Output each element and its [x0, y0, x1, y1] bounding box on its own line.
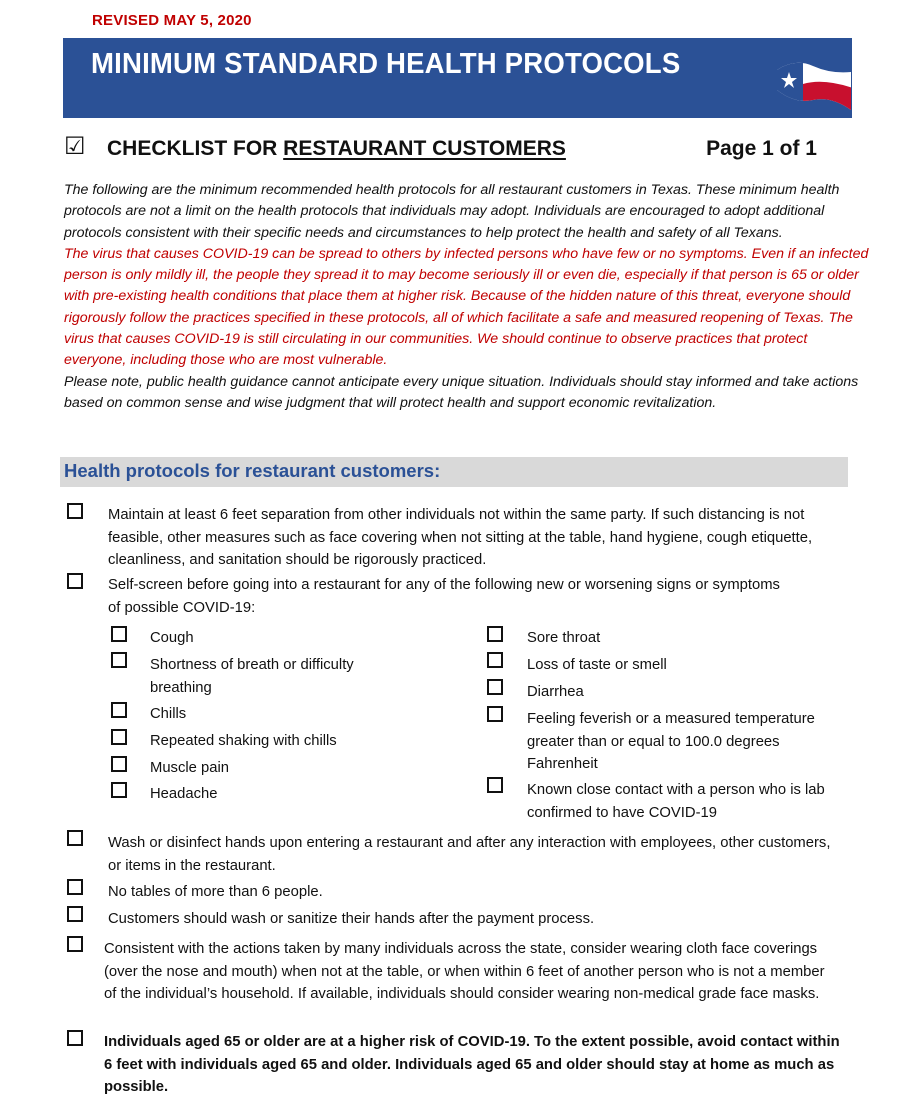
texas-flag-icon: [773, 54, 852, 112]
symptom-shaking: Repeated shaking with chills: [150, 733, 337, 749]
checklist-title-subject: RESTAURANT CUSTOMERS: [283, 137, 566, 160]
checkbox-symptom-fever[interactable]: [487, 706, 503, 722]
symptom-headache: Headache: [150, 786, 218, 802]
checkbox-symptom-muscle-pain[interactable]: [111, 756, 127, 772]
symptom-close-contact: Known close contact with a person who is lab confirmed to have COVID-19: [527, 782, 825, 821]
symptom-cough: Cough: [150, 630, 194, 646]
checkbox-item-5[interactable]: [67, 906, 83, 922]
symptom-diarrhea: Diarrhea: [527, 684, 584, 700]
intro-paragraph-3: Please note, public health guidance cannot anticipate every unique situation. Individuals should stay informed and take actions based on common sense and wise judgment that will protect health and support economic revitalization.: [64, 373, 859, 411]
checkbox-item-6[interactable]: [67, 936, 83, 952]
symptom-loss-of-taste: Loss of taste or smell: [527, 657, 667, 673]
protocol-item-2: Self-screen before going into a restaurant for any of the following new or worsening signs or symptoms of possible COVID-19:: [108, 577, 780, 616]
symptom-fever: Feeling feverish or a measured temperature greater than or equal to 100.0 degrees Fahrenheit: [527, 711, 815, 772]
checkbox-item-4[interactable]: [67, 879, 83, 895]
symptom-sore-throat: Sore throat: [527, 630, 601, 646]
intro-text: [64, 180, 872, 414]
checklist-title-prefix: CHECKLIST FOR: [107, 137, 284, 160]
section-title: Health protocols for restaurant customers:: [64, 460, 441, 481]
checkbox-symptom-shortness-of-breath[interactable]: [111, 652, 127, 668]
checkbox-symptom-loss-of-taste[interactable]: [487, 652, 503, 668]
protocol-item-6: Consistent with the actions taken by many individuals across the state, consider wearing cloth face coverings (over the nose and mouth) when not at the table, or when within 6 feet of another person who is not a member of the individual’s household. If available, individuals should consider wearing non-medical grade face masks.: [104, 941, 825, 1002]
banner-title: MINIMUM STANDARD HEALTH PROTOCOLS: [91, 48, 681, 80]
symptom-muscle-pain: Muscle pain: [150, 760, 229, 776]
intro-paragraph-1: The following are the minimum recommended health protocols for all restaurant customers in Texas. These minimum health protocols are not a limit on the health protocols that individuals may adopt. Individuals are encouraged to adopt additional protocols consistent with their specific needs and circumstances to help protect the health and safety of all Texans.: [64, 182, 840, 241]
symptom-shortness-of-breath: Shortness of breath or difficulty breathing: [150, 657, 354, 696]
protocol-item-7: Individuals aged 65 or older are at a higher risk of COVID-19. To the extent possible, avoid contact within 6 feet with individuals aged 65 and older. Individuals aged 65 and older should stay at home as much as possible.: [104, 1034, 840, 1095]
checkbox-item-2[interactable]: [67, 573, 83, 589]
checkbox-symptom-cough[interactable]: [111, 626, 127, 642]
checkbox-symptom-close-contact[interactable]: [487, 777, 503, 793]
section-header: [60, 457, 848, 487]
protocol-item-1: Maintain at least 6 feet separation from other individuals not within the same party. If such distancing is not feasible, other measures such as face covering when not sitting at the table, hand hygiene, cough etiquette, cleanliness, and sanitation should be rigorously practiced.: [108, 507, 813, 568]
title-banner: [63, 38, 852, 118]
checkbox-item-7[interactable]: [67, 1030, 83, 1046]
protocol-item-4: No tables of more than 6 people.: [108, 884, 323, 900]
revised-date: REVISED MAY 5, 2020: [92, 12, 252, 29]
checklist-heading: [64, 134, 824, 164]
protocol-item-5: Customers should wash or sanitize their hands after the payment process.: [108, 911, 595, 927]
heading-checkbox-icon: ☑: [64, 133, 86, 160]
page-indicator: Page 1 of 1: [706, 137, 817, 160]
checkbox-symptom-sore-throat[interactable]: [487, 626, 503, 642]
checkbox-symptom-shaking[interactable]: [111, 729, 127, 745]
checklist-title: [107, 137, 566, 161]
checkbox-item-1[interactable]: [67, 503, 83, 519]
symptom-chills: Chills: [150, 706, 187, 722]
intro-paragraph-2: The virus that causes COVID-19 can be spread to others by infected persons who have few or no symptoms. Even if an infected person is only mildly ill, the people they spread it to may become seriously ill or even die, especially if that person is 65 or older with pre-existing health conditions that place them at higher risk. Because of the hidden nature of this threat, everyone should rigorously follow the practices specified in these protocols, all of which facilitate a safe and measured reopening of Texas. The virus that causes COVID-19 is still circulating in our communities. We should continue to observe practices that protect everyone, including those who are most vulnerable.: [64, 245, 869, 369]
protocol-item-3: Wash or disinfect hands upon entering a restaurant and after any interaction with employees, other customers, or items in the restaurant.: [108, 835, 831, 874]
checkbox-symptom-chills[interactable]: [111, 702, 127, 718]
checkbox-item-3[interactable]: [67, 830, 83, 846]
checkbox-symptom-headache[interactable]: [111, 782, 127, 798]
checkbox-symptom-diarrhea[interactable]: [487, 679, 503, 695]
